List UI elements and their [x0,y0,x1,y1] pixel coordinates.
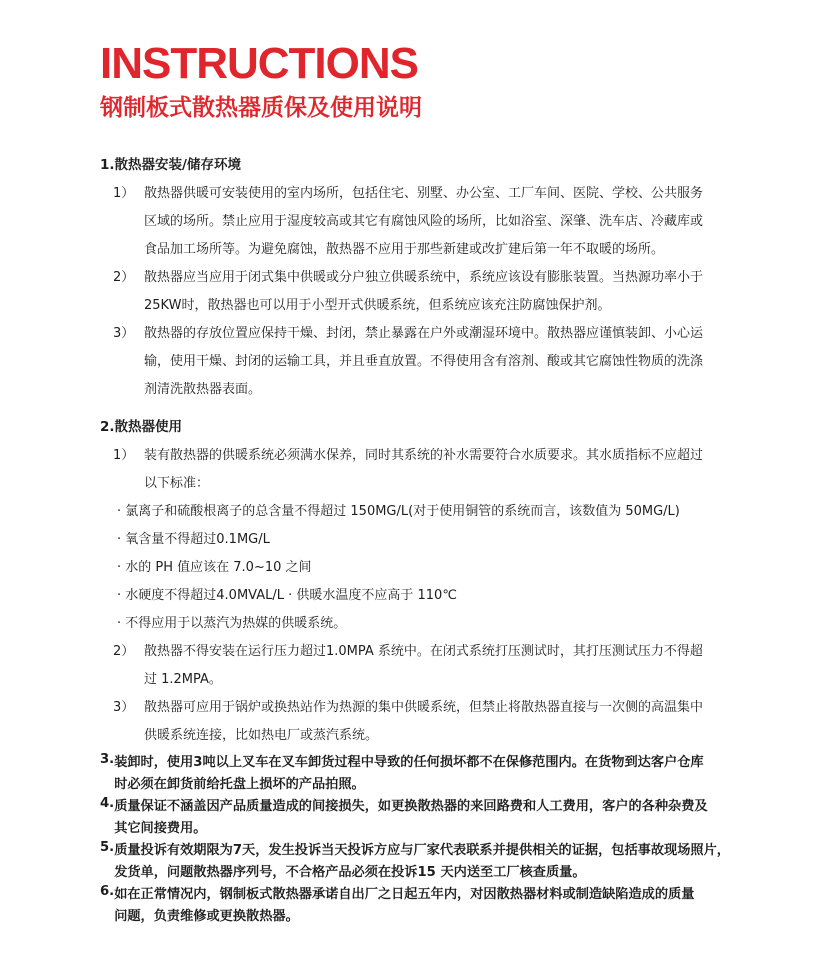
item-number: 3） [113,326,135,341]
item-number: 1） [113,448,135,463]
page-title: INSTRUCTIONS [100,39,418,88]
page-subtitle: 钢制板式散热器质保及使用说明 [100,95,422,121]
section-heading: 2.散热器使用 [100,419,183,435]
item-text-line: 散热器供暖可安装使用的室内场所，包括住宅、别墅、办公室、工厂车间、医院、学校、公共服务 [144,186,704,201]
note-number: 4. [100,796,115,811]
note-item [100,840,740,884]
note-text-line: 装卸时，使用3吨以上叉车在叉车卸货过程中导致的任何损坏都不在保修范围内。在货物到达客户仓库 [114,755,704,770]
list-item [100,638,740,694]
list-item [100,264,740,320]
note-item [100,884,740,928]
item-text-line: 散热器的存放位置应保持干燥、封闭，禁止暴露在户外或潮湿环境中。散热器应谨慎装卸、小心运 [144,326,704,341]
water-quality-bullet: · 氧含量不得超过0.1MG/L [117,532,270,547]
item-text-line: 散热器不得安装在运行压力超过1.0MPA 系统中。在闭式系统打压测试时，其打压测试压力不得超 [144,644,703,659]
item-text-line: 25KW时，散热器也可以用于小型开式供暖系统，但系统应该充注防腐蚀保护剂。 [144,298,611,313]
item-text-line: 区域的场所。禁止应用于湿度较高或其它有腐蚀风险的场所，比如浴室、深肇、洗车店、冷藏库或 [144,214,704,229]
note-text-line: 质量投诉有效期限为7天，发生投诉当天投诉方应与厂家代表联系并提供相关的证据，包括事故现场照片， [114,843,730,858]
item-number: 2） [113,270,135,285]
water-quality-bullet: · 水硬度不得超过4.0MVAL/L · 供暖水温度不应高于 110℃ [117,588,457,603]
list-item [100,694,740,750]
note-number: 3. [100,752,115,767]
note-text-line: 问题，负责维修或更换散热器。 [114,909,299,924]
water-quality-bullet: · 氯离子和硫酸根离子的总含量不得超过 150MG/L(对于使用铜管的系统而言，该数值为 50MG/L) [117,504,680,519]
item-text-line: 装有散热器的供暖系统必须满水保养，同时其系统的补水需要符合水质要求。其水质指标不应超过 [144,448,704,463]
note-text-line: 其它间接费用。 [114,821,207,836]
section-heading: 1.散热器安装/储存环境 [100,157,241,173]
item-text-line: 散热器应当应用于闭式集中供暖或分户独立供暖系统中，系统应该设有膨胀装置。当热源功率小于 [144,270,704,285]
water-quality-bullet: · 水的 PH 值应该在 7.0~10 之间 [117,560,312,575]
item-number: 3） [113,700,135,715]
note-number: 5. [100,840,115,855]
list-item [100,180,740,264]
instructions-body [100,150,740,928]
note-number: 6. [100,884,115,899]
item-number: 1） [113,186,135,201]
note-text-line: 如在正常情况内，钢制板式散热器承诺自出厂之日起五年内，对因散热器材料或制造缺陷造成的质量 [114,887,695,902]
item-text-line: 供暖系统连接，比如热电厂或蒸汽系统。 [144,728,379,743]
item-text-line: 剂清洗散热器表面。 [144,382,262,397]
item-text-line: 以下标准： [144,476,210,491]
list-item [100,320,740,404]
note-item [100,796,740,840]
note-text-line: 发货单，问题散热器序列号，不合格产品必须在投诉15 天内送至工厂核查质量。 [114,865,586,880]
note-text-line: 时必须在卸货前给托盘上损坏的产品拍照。 [114,777,365,792]
item-text-line: 输，使用干燥、封闭的运输工具，并且垂直放置。不得使用含有溶剂、酸或其它腐蚀性物质的洗涤 [144,354,704,369]
note-text-line: 质量保证不涵盖因产品质量造成的间接损失，如更换散热器的来回路费和人工费用，客户的各种杂费及 [114,799,708,814]
item-text-line: 食品加工场所等。为避免腐蚀，散热器不应用于那些新建或改扩建后第一年不取暖的场所。 [144,242,665,257]
item-text-line: 散热器可应用于锅炉或换热站作为热源的集中供暖系统，但禁止将散热器直接与一次侧的高温集中 [144,700,704,715]
water-quality-bullet: · 不得应用于以蒸汽为热媒的供暖系统。 [117,616,347,631]
note-item [100,752,740,796]
list-item [100,442,740,498]
item-text-line: 过 1.2MPA。 [144,672,222,687]
item-number: 2） [113,644,135,659]
